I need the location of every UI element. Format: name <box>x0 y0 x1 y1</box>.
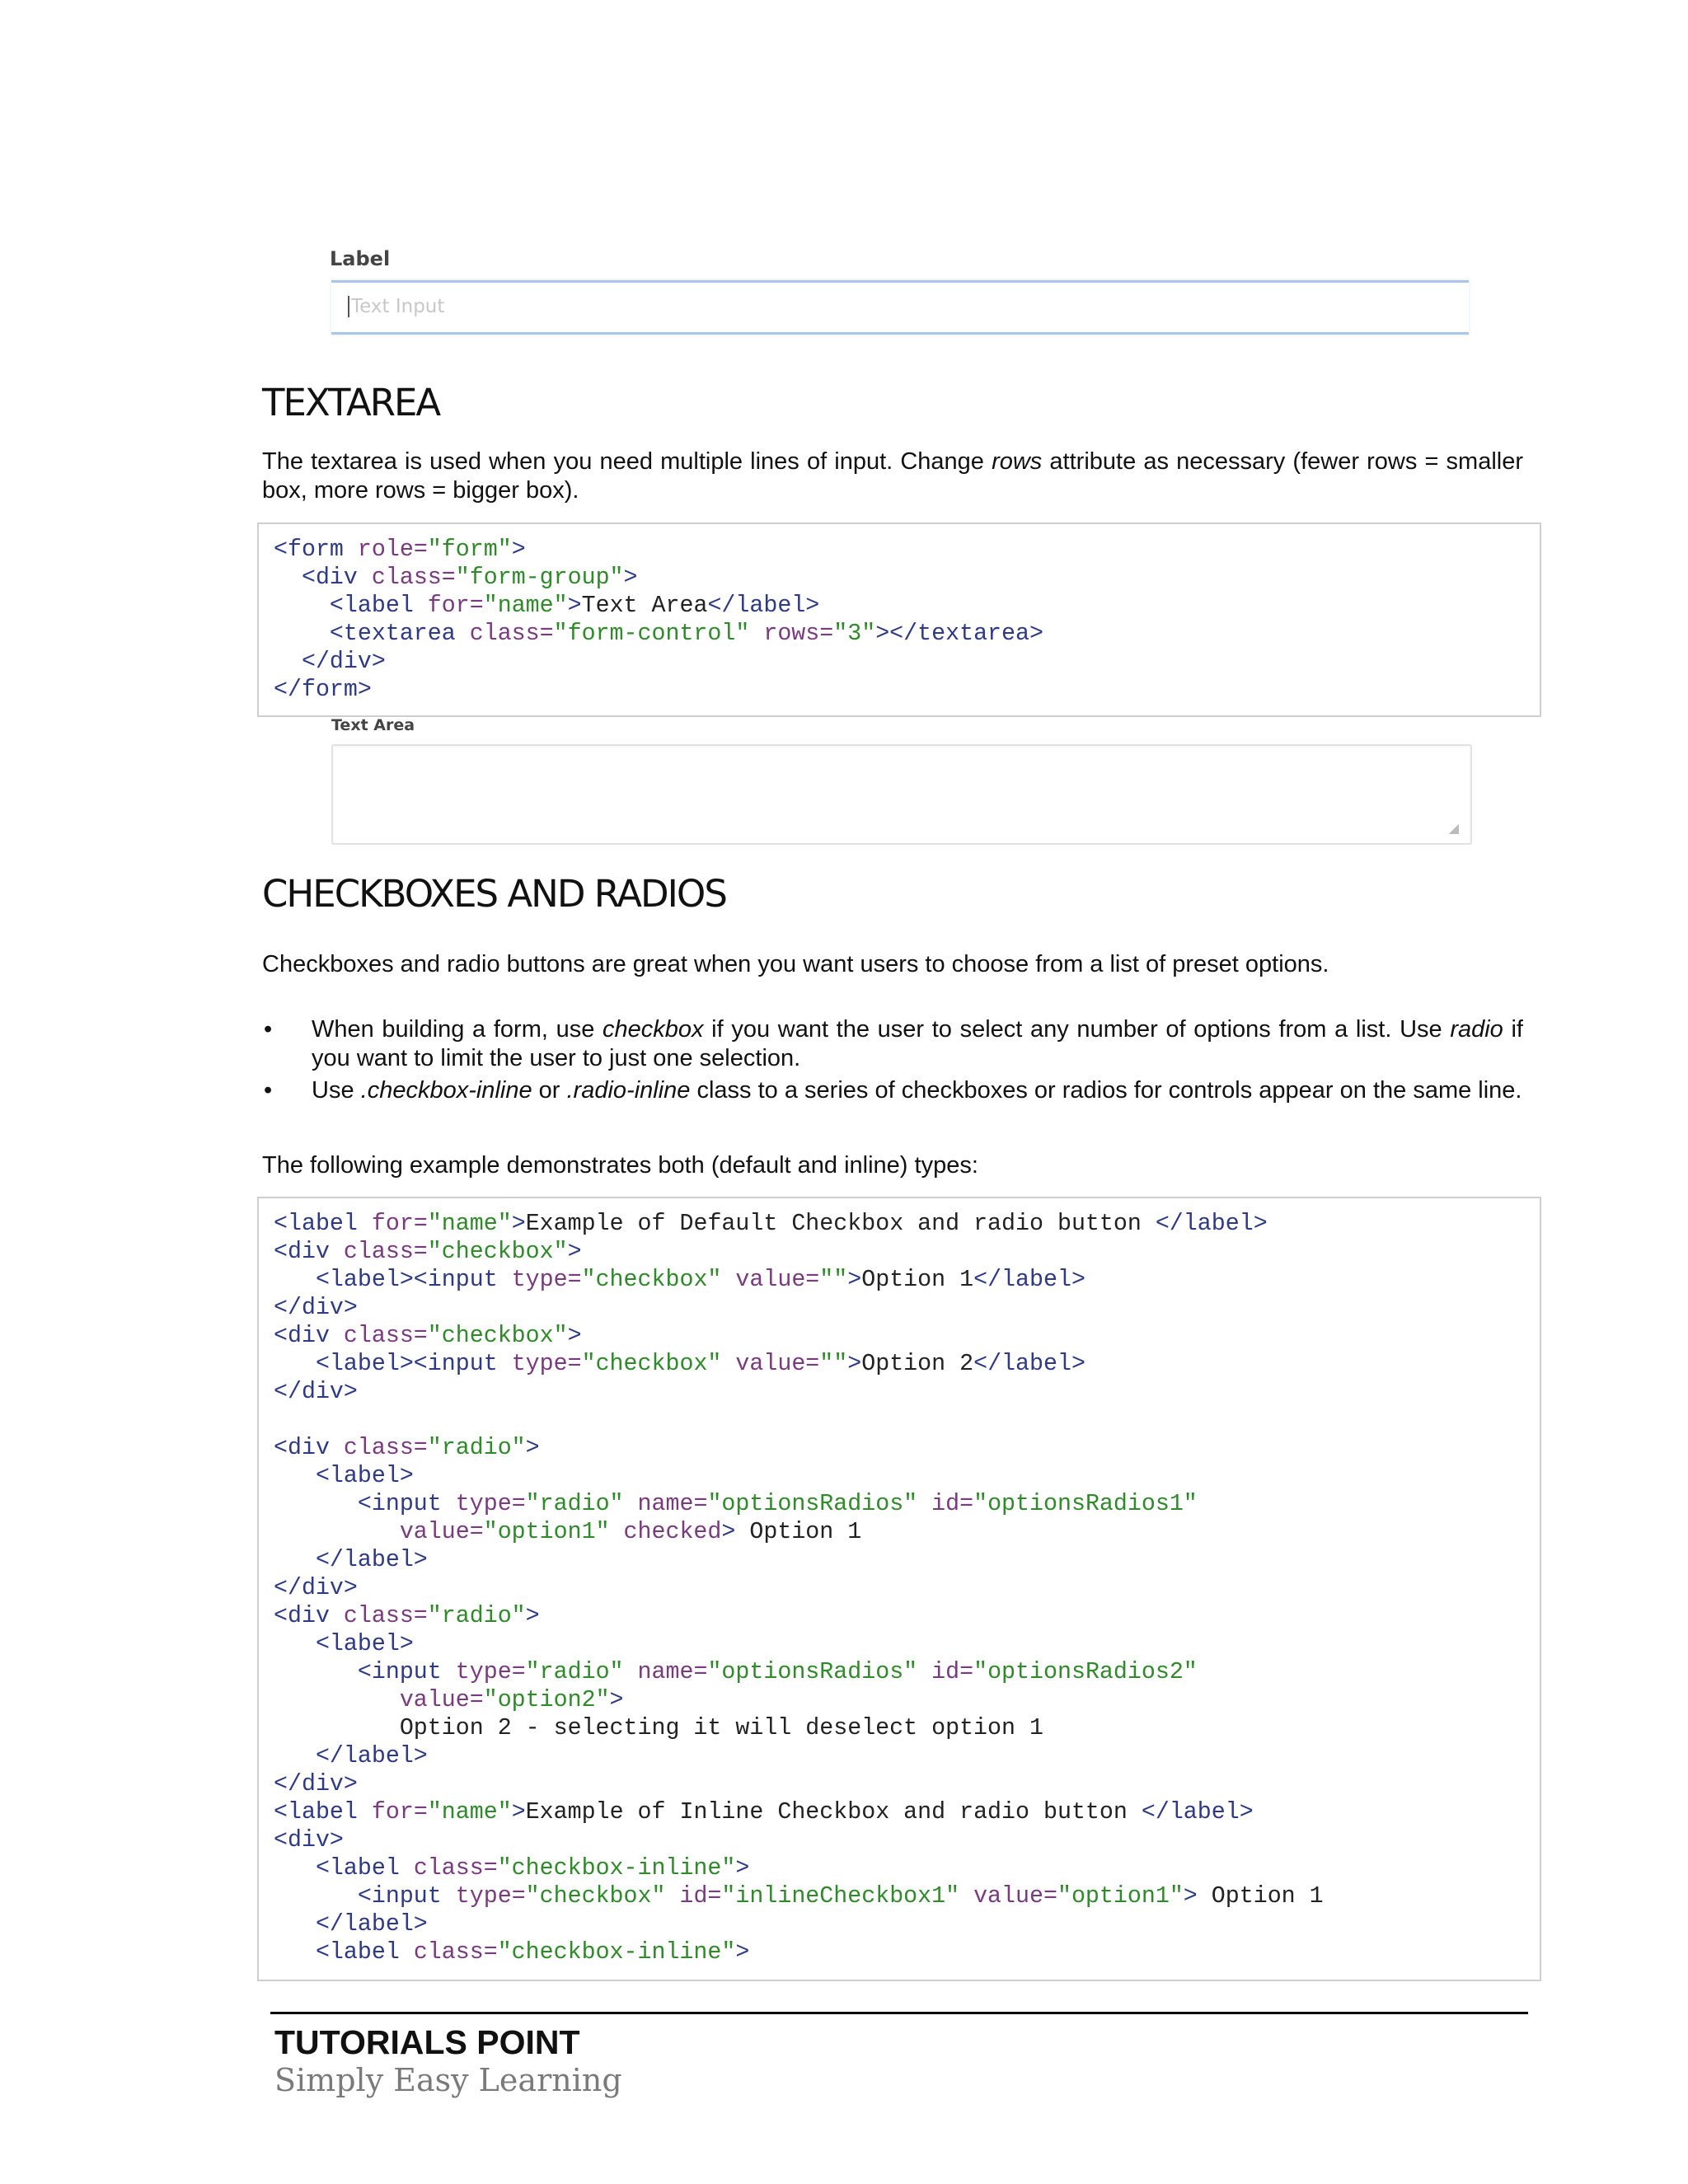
code-token: Option 1 <box>749 1519 862 1545</box>
code-token: class= <box>413 1939 498 1966</box>
code-token: <form <box>274 537 358 563</box>
code-token: <div <box>274 1435 344 1461</box>
textarea-intro: The textarea is used when you need multiple lines of input. Change rows attribute as necessary (fewer rows = smaller box, more rows = bigger box). <box>262 448 1523 504</box>
code-token: value= <box>274 1687 484 1713</box>
code-token: Example of Default Checkbox and radio button <box>525 1211 1156 1237</box>
footer-rule <box>270 2012 1528 2014</box>
code-token: checked <box>623 1519 722 1545</box>
code-token: class= <box>413 1855 498 1882</box>
code-token: > <box>511 1211 526 1237</box>
code-line <box>274 1938 1525 1966</box>
code-token: "form" <box>427 537 512 563</box>
code-token: "name" <box>483 593 568 619</box>
code-token: </div> <box>274 1575 358 1601</box>
code-token: <div> <box>274 1827 344 1854</box>
code-token: "checkbox" <box>525 1883 680 1910</box>
text-cursor <box>348 296 349 317</box>
code-token: type= <box>455 1491 526 1517</box>
code-line <box>274 592 1525 620</box>
code-token: > <box>609 1687 624 1713</box>
code-token: "name" <box>427 1799 512 1825</box>
code-token: class= <box>343 1435 428 1461</box>
code-token: id= <box>679 1883 722 1910</box>
checkbox-bullet-list <box>262 1015 1523 1108</box>
code-line <box>274 1210 1525 1238</box>
code-token: value= <box>274 1519 484 1545</box>
code-token: Example of Inline Checkbox and radio button <box>525 1799 1142 1825</box>
code-token: "3" <box>833 621 876 647</box>
code-token: Text Area <box>581 593 708 619</box>
code-token: "option1" <box>1057 1883 1184 1910</box>
code-token: type= <box>511 1267 582 1293</box>
footer-title: TUTORIALS POINT <box>274 2023 580 2061</box>
code-token: "inlineCheckbox1" <box>721 1883 974 1910</box>
textarea-preview <box>331 744 1472 845</box>
code-token: value= <box>735 1351 820 1377</box>
code-line <box>274 1518 1525 1546</box>
code-token: </label> <box>1155 1211 1268 1237</box>
code-line <box>274 1546 1525 1574</box>
code-token: <label> <box>274 1463 414 1489</box>
bullet-item-1: • When building a form, use checkbox if you want the user to select any number of options from a list. Use radio if you want to limit the user to just one selection. <box>264 1016 1523 1071</box>
bullet-item-2: • Use .checkbox-inline or .radio-inline class to a series of checkboxes or radios for controls appear on the same line. <box>264 1077 1522 1104</box>
code-line <box>274 1266 1525 1294</box>
code-token: "" <box>819 1351 848 1377</box>
code-line <box>274 1742 1525 1770</box>
text-input-preview <box>331 280 1469 335</box>
code-token: <div <box>274 1239 344 1265</box>
code-line <box>274 1798 1525 1826</box>
code-line <box>274 676 1525 704</box>
code-token: > <box>735 1855 750 1882</box>
code-token: name= <box>637 1659 708 1685</box>
code-token: class= <box>469 621 554 647</box>
code-token: </label> <box>1141 1799 1254 1825</box>
code-token: type= <box>455 1883 526 1910</box>
code-token: </div> <box>274 1771 358 1797</box>
code-token: "checkbox" <box>581 1267 736 1293</box>
code-line <box>274 1910 1525 1938</box>
code-token: <label <box>274 1211 372 1237</box>
code-line <box>274 1854 1525 1882</box>
checkbox-code-block <box>257 1197 1541 1981</box>
code-line <box>274 1574 1525 1602</box>
code-token: <div <box>274 1323 344 1349</box>
code-token: <input <box>274 1883 456 1910</box>
code-token: > <box>567 1323 582 1349</box>
code-token: class= <box>343 1323 428 1349</box>
code-token: <div <box>274 565 372 591</box>
code-token: <div <box>274 1603 344 1629</box>
code-token: "form-control" <box>553 621 764 647</box>
code-token: "checkbox-inline" <box>497 1939 736 1966</box>
code-token: value= <box>735 1267 820 1293</box>
code-token: "optionsRadios1" <box>973 1491 1198 1517</box>
code-token: > <box>567 1239 582 1265</box>
code-token: "optionsRadios2" <box>973 1659 1198 1685</box>
code-line <box>274 1686 1525 1714</box>
code-token: "radio" <box>427 1603 526 1629</box>
code-line <box>274 564 1525 592</box>
code-token: > <box>525 1435 540 1461</box>
code-line <box>274 1238 1525 1266</box>
checkbox-heading: CHECKBOXES AND RADIOS <box>262 872 726 916</box>
code-token: > <box>511 537 526 563</box>
textarea-heading: TEXTAREA <box>262 381 440 424</box>
code-token: > <box>847 1267 862 1293</box>
code-token: > <box>511 1799 526 1825</box>
text-input-placeholder: Text Input <box>351 296 445 317</box>
code-token: class= <box>343 1239 428 1265</box>
code-token: "option1" <box>483 1519 624 1545</box>
textarea-code-block <box>257 523 1541 717</box>
code-token: rows= <box>763 621 834 647</box>
code-token: for= <box>371 1211 428 1237</box>
example-intro: The following example demonstrates both (default and inline) types: <box>262 1152 978 1179</box>
code-token: </label> <box>973 1351 1085 1377</box>
code-token: </label> <box>707 593 820 619</box>
code-token: <label <box>274 1855 414 1882</box>
code-token: "radio" <box>525 1491 638 1517</box>
code-token: > <box>721 1519 750 1545</box>
bullet-icon: • <box>264 1077 273 1104</box>
code-token: for= <box>371 1799 428 1825</box>
code-token: "checkbox" <box>427 1239 568 1265</box>
input-preview-label: Label <box>330 247 391 270</box>
code-token: "" <box>819 1267 848 1293</box>
code-token: class= <box>371 565 456 591</box>
code-token: type= <box>455 1659 526 1685</box>
code-token: <input <box>274 1659 456 1685</box>
code-token: <input <box>274 1491 456 1517</box>
code-token: "checkbox" <box>581 1351 736 1377</box>
code-line <box>274 620 1525 648</box>
code-token: "optionsRadios" <box>707 1659 932 1685</box>
code-token: <label><input <box>274 1267 512 1293</box>
code-token: type= <box>511 1351 582 1377</box>
code-line <box>274 1714 1525 1742</box>
code-token: id= <box>931 1491 974 1517</box>
code-token: > <box>567 593 582 619</box>
code-token: </form> <box>274 677 372 703</box>
code-line <box>274 1322 1525 1350</box>
code-line <box>274 1350 1525 1378</box>
code-token: </label> <box>274 1911 428 1938</box>
code-token: Option 1 <box>1211 1883 1324 1910</box>
code-token: ></textarea> <box>875 621 1043 647</box>
code-line <box>274 1602 1525 1630</box>
code-token: > <box>525 1603 540 1629</box>
code-token: > <box>735 1939 750 1966</box>
code-line <box>274 1434 1525 1462</box>
code-token: id= <box>931 1659 974 1685</box>
code-token: <label <box>274 1939 414 1966</box>
code-token: class= <box>343 1603 428 1629</box>
code-token: Option 1 <box>861 1267 974 1293</box>
code-token: </div> <box>274 1295 358 1321</box>
code-line <box>274 1630 1525 1658</box>
textarea-preview-label: Text Area <box>331 716 415 734</box>
checkbox-intro: Checkboxes and radio buttons are great when you want users to choose from a list of preset options. <box>262 951 1329 977</box>
code-line <box>274 1882 1525 1910</box>
code-token: "checkbox-inline" <box>497 1855 736 1882</box>
code-token: > <box>847 1351 862 1377</box>
code-token: role= <box>357 537 428 563</box>
code-line <box>274 1294 1525 1322</box>
code-line <box>274 1770 1525 1798</box>
code-token: "option2" <box>483 1687 610 1713</box>
code-token: </div> <box>274 1379 358 1405</box>
code-token: <label> <box>274 1631 414 1657</box>
bullet-icon: • <box>264 1016 273 1043</box>
footer-subtitle: Simply Easy Learning <box>274 2062 622 2098</box>
code-token: <label <box>274 1799 372 1825</box>
code-token: <label><input <box>274 1351 512 1377</box>
code-token: for= <box>427 593 484 619</box>
code-token: > <box>623 565 638 591</box>
code-token: "checkbox" <box>427 1323 568 1349</box>
code-token: > <box>1183 1883 1212 1910</box>
code-token: Option 2 - selecting it will deselect option 1 <box>274 1715 1043 1741</box>
code-token: name= <box>637 1491 708 1517</box>
code-line <box>274 1462 1525 1490</box>
code-line <box>274 1406 1525 1434</box>
code-token: "name" <box>427 1211 512 1237</box>
code-line <box>274 1378 1525 1406</box>
code-token: </label> <box>274 1743 428 1769</box>
code-line <box>274 1490 1525 1518</box>
code-token: "optionsRadios" <box>707 1491 932 1517</box>
code-token: <label <box>274 593 428 619</box>
code-token: "radio" <box>525 1659 638 1685</box>
code-token: </div> <box>274 649 386 675</box>
code-token: value= <box>973 1883 1057 1910</box>
code-token: </label> <box>274 1547 428 1573</box>
code-line <box>274 1658 1525 1686</box>
code-line <box>274 536 1525 564</box>
code-token: "form-group" <box>455 565 624 591</box>
code-token: "radio" <box>427 1435 526 1461</box>
code-token: </label> <box>973 1267 1085 1293</box>
code-token: <textarea <box>274 621 470 647</box>
code-token: Option 2 <box>861 1351 974 1377</box>
code-line <box>274 648 1525 676</box>
resize-grip-icon: ◢ <box>1448 822 1459 836</box>
code-line <box>274 1826 1525 1854</box>
